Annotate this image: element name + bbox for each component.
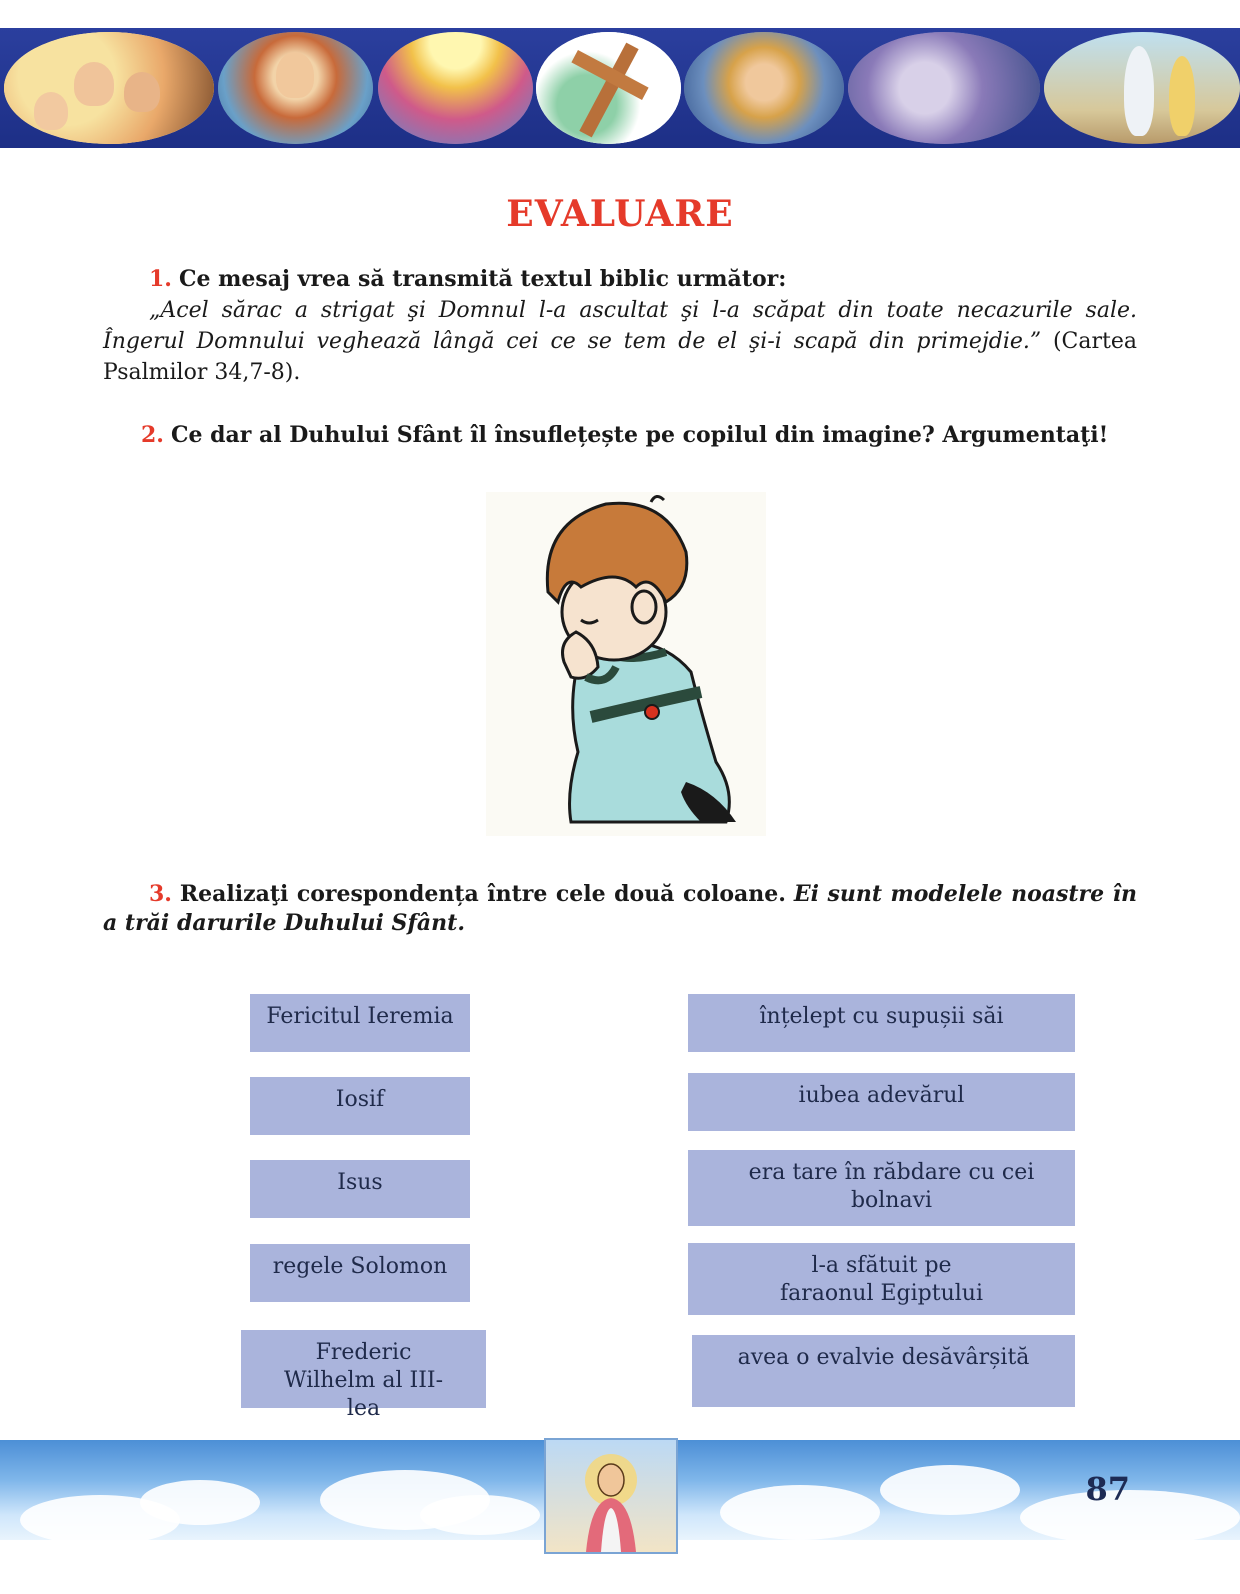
crowd-praising-icon [378, 32, 533, 144]
left-item-2[interactable]: Iosif [250, 1077, 470, 1135]
left-item-4[interactable]: regele Solomon [250, 1244, 470, 1302]
page-title: EVALUARE [506, 193, 734, 235]
bible-reference: (Cartea Psalmilor 34,7-8). [103, 329, 1137, 385]
praying-child-icon [486, 492, 766, 836]
jesus-blessing-icon [544, 1438, 678, 1554]
bible-quote: „Acel sărac a strigat şi Domnul l-a ascultat şi l-a scăpat din toate necazurile sale. Îngerul Domnului veghează lângă cei ce se tem de el şi-i scapă din primejdie.” [103, 298, 1137, 354]
cross-icon [536, 32, 681, 144]
right-item-1[interactable]: înțelept cu supușii săi [688, 994, 1075, 1052]
family-icon [4, 32, 214, 144]
question-3 [103, 880, 1137, 938]
question-1-quote-block [103, 295, 1137, 388]
right-item-3[interactable]: era tare în răbdare cu cei bolnavi [688, 1150, 1075, 1226]
question-3-number: 3. [149, 881, 172, 907]
question-3-heading [103, 880, 1137, 938]
question-1-heading [103, 264, 1137, 295]
jesus-teaching-icon [218, 32, 373, 144]
left-item-1[interactable]: Fericitul Ieremia [250, 994, 470, 1052]
question-2-number: 2. [141, 422, 164, 448]
question-1-number: 1. [149, 266, 172, 292]
question-1-text: Ce mesaj vrea să transmită textul biblic următor: [178, 266, 787, 292]
jesus-walking-icon [1044, 32, 1240, 144]
right-item-4[interactable]: l-a sfătuit pe faraonul Egiptului [688, 1243, 1075, 1315]
header-banner [0, 28, 1240, 148]
storm-boat-icon [848, 32, 1040, 144]
praying-child-illustration [486, 492, 766, 836]
left-item-3[interactable]: Isus [250, 1160, 470, 1218]
question-2 [103, 420, 1137, 451]
right-item-5[interactable]: avea o evalvie desăvârșită [692, 1335, 1075, 1407]
left-item-5[interactable]: Frederic Wilhelm al III-lea [241, 1330, 486, 1408]
last-supper-icon [684, 32, 844, 144]
right-item-2[interactable]: iubea adevărul [688, 1073, 1075, 1131]
question-3-text: Realizaţi corespondența între cele două coloane. [179, 881, 786, 907]
page-number: 87 [1085, 1470, 1130, 1508]
question-2-text: Ce dar al Duhului Sfânt îl însuflețește pe copilul din imagine? Argumentaţi! [170, 422, 1109, 448]
question-1 [103, 264, 1137, 388]
question-3-emphasis: Ei sunt modelele noastre în a trăi darurile Duhului Sfânt. [103, 881, 1137, 936]
